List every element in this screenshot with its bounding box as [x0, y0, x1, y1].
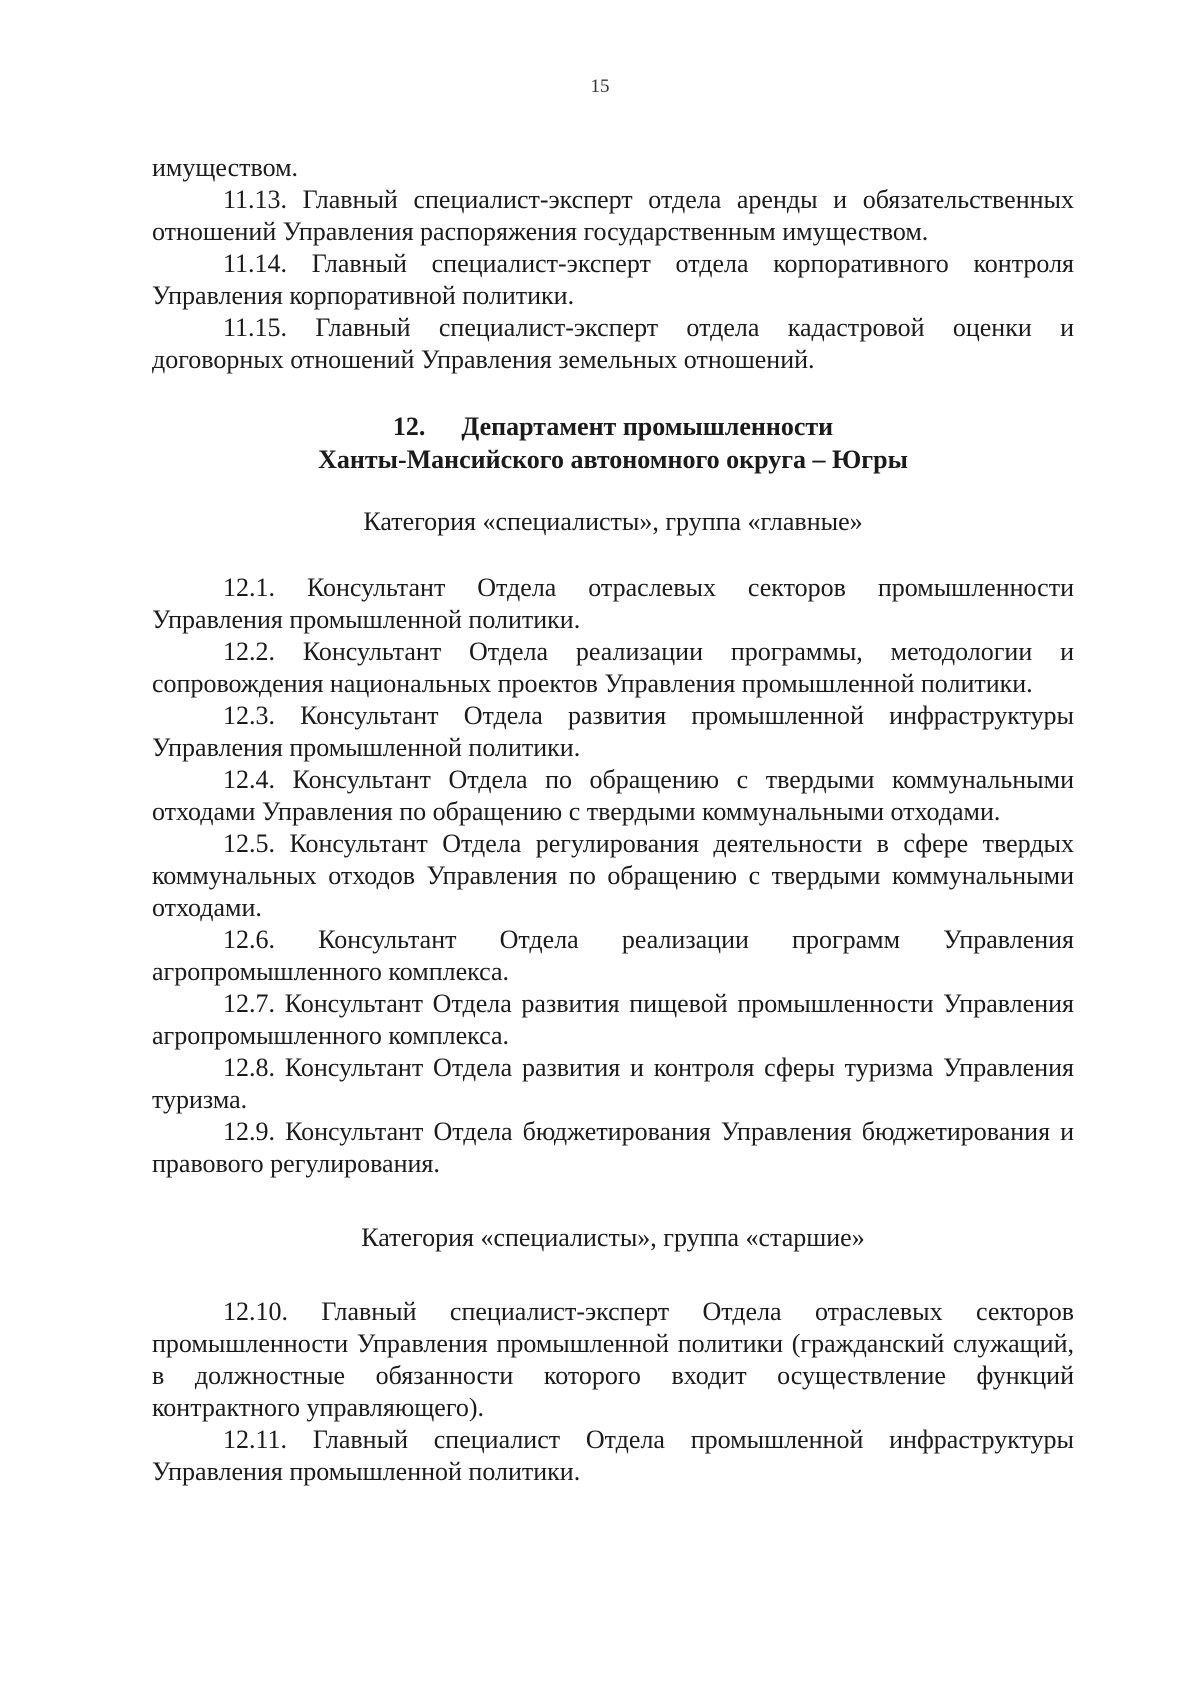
- page-number: 15: [590, 76, 610, 97]
- section-title-line2: Ханты-Мансийского автономного округа – Югры: [318, 445, 908, 474]
- item-text: Консультант Отдела реализации программ Управления агропромышленного комплекса.: [152, 925, 1075, 986]
- list-item: [152, 828, 1074, 924]
- list-item: [152, 1116, 1074, 1180]
- section-title-line1: Департамент промышленности: [461, 412, 834, 441]
- item-text: Консультант Отдела регулирования деятельности в сфере твердых коммунальных отходов Управления по обращению с твердыми коммунальными отходами.: [152, 829, 1074, 922]
- item-number: 12.9.: [223, 1117, 275, 1146]
- item-text: Главный специалист-эксперт Отдела отраслевых секторов промышленности Управления промышленной политики (гражданский служащий, в должностные обязанности которого входит осуществление функций контрактного управляющего).: [152, 1297, 1075, 1422]
- item-number: 12.7.: [223, 989, 275, 1018]
- list-item: [152, 572, 1074, 636]
- item-number: 11.14.: [223, 249, 288, 278]
- item-text: Консультант Отдела развития промышленной инфраструктуры Управления промышленной политики.: [152, 701, 1075, 762]
- continuation-text: имуществом.: [152, 153, 299, 182]
- item-text: Консультант Отдела отраслевых секторов промышленности Управления промышленной политики.: [152, 573, 1075, 634]
- item-text: Главный специалист-эксперт отдела кадастровой оценки и договорных отношений Управления земельных отношений.: [152, 313, 1074, 374]
- list-item: [152, 636, 1074, 700]
- list-item: [152, 1296, 1074, 1424]
- item-number: 12.8.: [223, 1053, 275, 1082]
- item-text: Главный специалист-эксперт отдела аренды и обязательственных отношений Управления распоряжения государственным имуществом.: [152, 185, 1074, 246]
- item-number: 12.6.: [223, 925, 275, 954]
- list-item: [152, 764, 1074, 828]
- list-item: [152, 1052, 1074, 1116]
- item-number: 12.10.: [223, 1297, 288, 1326]
- item-number: 12.4.: [223, 765, 275, 794]
- item-text: Консультант Отдела реализации программы, методологии и сопровождения национальных проектов Управления промышленной политики.: [152, 637, 1074, 698]
- list-item: [152, 312, 1074, 376]
- document-body: [152, 152, 1074, 1488]
- section-heading: [152, 410, 1074, 476]
- list-item: [152, 988, 1074, 1052]
- item-text: Консультант Отдела развития пищевой промышленности Управления агропромышленного комплекса.: [152, 989, 1074, 1050]
- list-item: [152, 924, 1074, 988]
- section-number: 12.: [392, 412, 426, 441]
- items-list-senior: [152, 1296, 1074, 1488]
- list-item: [152, 1424, 1074, 1488]
- item-text: Главный специалист-эксперт отдела корпоративного контроля Управления корпоративной политики.: [152, 249, 1074, 310]
- item-number: 12.5.: [223, 829, 275, 858]
- category-heading-senior: Категория «специалисты», группа «старшие»: [361, 1223, 865, 1252]
- list-item: [152, 248, 1074, 312]
- item-number: 12.3.: [223, 701, 275, 730]
- item-number: 12.2.: [223, 637, 275, 666]
- item-text: Консультант Отдела развития и контроля сферы туризма Управления туризма.: [152, 1053, 1074, 1114]
- items-list-11: [152, 184, 1074, 376]
- item-number: 12.1.: [223, 573, 275, 602]
- item-text: Консультант Отдела по обращению с твердыми коммунальными отходами Управления по обращению с твердыми коммунальными отходами.: [152, 765, 1075, 826]
- item-text: Консультант Отдела бюджетирования Управления бюджетирования и правового регулирования.: [152, 1117, 1074, 1178]
- list-item: [152, 184, 1074, 248]
- item-number: 11.13.: [223, 185, 288, 214]
- item-number: 11.15.: [223, 313, 288, 342]
- item-number: 12.11.: [223, 1425, 288, 1454]
- list-item: [152, 700, 1074, 764]
- item-text: Главный специалист Отдела промышленной инфраструктуры Управления промышленной политики.: [152, 1425, 1074, 1486]
- items-list-main: [152, 572, 1074, 1180]
- category-heading-main: Категория «специалисты», группа «главные»: [363, 507, 863, 536]
